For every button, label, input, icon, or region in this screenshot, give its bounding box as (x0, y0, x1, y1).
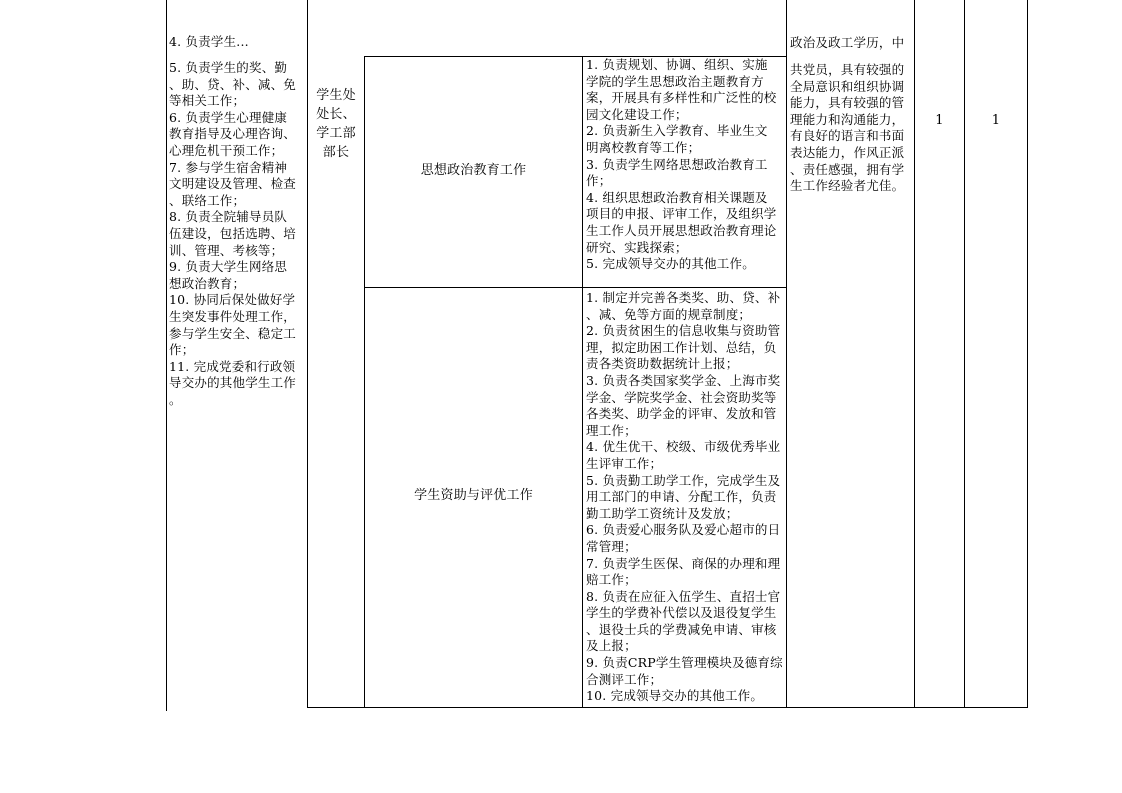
duty-line: 生工作人员开展思想政治教育理论 (586, 222, 777, 238)
job-duty-line: 。 (169, 391, 182, 407)
category-ideological-education: 思想政治教育工作 (420, 163, 527, 178)
qualification-line: 全局意识和组织协调 (790, 78, 905, 94)
duty-line: 合测评工作； (586, 671, 663, 687)
position-title-line: 学工部 (316, 126, 356, 141)
position-title-line: 处长、 (316, 107, 356, 122)
qualifications-partial (790, 35, 914, 58)
duty-line: 案，开展具有多样性和广泛性的校 (586, 90, 777, 106)
duty-line: 园文化建设工作； (586, 106, 688, 122)
qualification-line: 理能力和沟通能力， (790, 111, 905, 127)
job-duty-line: 11. 完成党委和行政领 (169, 358, 296, 374)
duty-line: 5. 负责勤工助学工作，完成学生及 (586, 472, 781, 488)
position-title-line: 学生处 (316, 88, 356, 103)
duty-line: 1. 负责规划、协调、组织、实施 (586, 57, 768, 72)
duty-line: 常管理； (586, 538, 637, 554)
job-duty-line: 、助、贷、补、减、免 (169, 76, 297, 92)
duty-line: 5. 完成领导交办的其他工作。 (586, 256, 755, 272)
duty-line: 项目的申报、评审工作，及组织学 (586, 206, 777, 222)
job-duty-line: 9. 负责大学生网络思 (169, 259, 288, 275)
job-duty-line: 文明建设及管理、检查 (169, 176, 297, 192)
position-title-line: 部长 (322, 145, 350, 160)
duty-line: 2. 负责新生入学教育、毕业生文 (586, 123, 768, 139)
duty-line: 、减、免等方面的规章制度； (586, 306, 752, 322)
qualification-line: 生工作经验者尤佳。 (790, 178, 905, 194)
rule-v1 (166, 0, 167, 711)
qualification-line: 共党员，具有较强的 (790, 62, 905, 77)
duty-line: 勤工助学工资统计及发放； (586, 505, 739, 521)
duty-line: 理工作； (586, 422, 637, 438)
qualification-line: 有良好的语言和书面 (790, 128, 905, 144)
duty-line: 9. 负责CRP学生管理模块及德育综 (586, 655, 783, 671)
duty-line: 理，拟定助困工作计划、总结，负 (586, 339, 777, 355)
rule-v7 (964, 0, 965, 708)
rule-v4 (582, 56, 583, 708)
job-duty-line: 作； (169, 342, 195, 358)
headcount-2: 1 (991, 113, 1001, 128)
job-duty-line: 训、管理、考核等； (169, 242, 284, 258)
job-duties-text (169, 60, 307, 408)
category-student-aid: 学生资助与评优工作 (414, 488, 533, 503)
duty-line: 赔工作； (586, 572, 637, 588)
job-duty-line: 8. 负责全院辅导员队 (169, 209, 288, 225)
duty-line: 及上报； (586, 638, 637, 654)
job-duty-line: 生突发事件处理工作， (169, 308, 297, 324)
job-duty-line: 想政治教育； (169, 275, 246, 291)
duty-line: 明离校教育等工作； (586, 139, 701, 155)
job-duty-line: 10. 协同后保处做好学 (169, 292, 296, 308)
duty-line: 3. 负责各类国家奖学金、上海市奖 (586, 372, 781, 388)
duty-line: 研究、实践探索； (586, 239, 688, 255)
job-duty-line: 参与学生安全、稳定工 (169, 325, 297, 341)
duty-line: 责各类资助数据统计上报； (586, 356, 739, 372)
duty-line: 用工部门的申请、分配工作，负责 (586, 489, 777, 505)
rule-bottom (307, 707, 1028, 708)
job-duty-line: 导交办的其他学生工作 (169, 375, 297, 391)
duties-ideological-education (586, 57, 786, 273)
duty-line: 10. 完成领导交办的其他工作。 (586, 688, 764, 704)
job-duty-line: 伍建设，包括选聘、培 (169, 225, 297, 241)
job-duty-line: 教育指导及心理咨询、 (169, 126, 297, 142)
duty-line: 学金、学院奖学金、社会资助奖等 (586, 389, 777, 405)
rule-v8 (1027, 0, 1028, 708)
duty-line: 4. 优生优干、校级、市级优秀毕业 (586, 439, 781, 455)
duty-line: 3. 负责学生网络思想政治教育工 (586, 156, 768, 172)
duty-line: 1. 制定并完善各类奖、助、贷、补 (586, 290, 781, 305)
job-duty-line: 等相关工作； (169, 93, 246, 109)
rule-v6 (914, 0, 915, 708)
duty-line: 、退役士兵的学费减免申请、审核 (586, 621, 777, 637)
qualifications-text (790, 62, 914, 195)
job-duty-line: 5. 负责学生的奖、勤 (169, 60, 288, 75)
job-duties-list (169, 34, 307, 58)
qualification-line: 、责任感强，拥有学 (790, 161, 905, 177)
duties-student-aid (586, 290, 786, 705)
headcount-1: 1 (935, 113, 944, 128)
duty-line: 4. 组织思想政治教育相关课题及 (586, 189, 768, 205)
job-duty-line: 、联络工作； (169, 192, 246, 208)
job-duty-partial-line: 4. 负责学生... (169, 34, 249, 49)
duty-line: 作； (586, 173, 612, 189)
duty-line: 各类奖、助学金的评审、发放和管 (586, 406, 777, 422)
position-title (308, 86, 364, 162)
job-duty-line: 7. 参与学生宿舍精神 (169, 159, 288, 175)
duty-line: 学院的学生思想政治主题教育方 (586, 73, 764, 89)
job-duty-line: 6. 负责学生心理健康 (169, 109, 288, 125)
rule-v3 (364, 56, 365, 708)
rule-mid (364, 287, 786, 288)
rule-v5 (786, 0, 787, 708)
duty-line: 学生的学费补代偿以及退役复学生 (586, 605, 777, 621)
duty-line: 生评审工作； (586, 455, 663, 471)
qualification-line: 表达能力，作风正派 (790, 144, 905, 160)
duty-line: 7. 负责学生医保、商保的办理和理 (586, 555, 781, 571)
duty-line: 6. 负责爱心服务队及爱心超市的日 (586, 522, 781, 538)
qualification-partial-line: 政治及政工学历，中 (790, 35, 905, 50)
duty-line: 8. 负责在应征入伍学生、直招士官 (586, 588, 781, 604)
duty-line: 2. 负责贫困生的信息收集与资助管 (586, 323, 781, 339)
qualification-line: 能力，具有较强的管 (790, 95, 905, 111)
job-duty-line: 心理危机干预工作； (169, 142, 284, 158)
